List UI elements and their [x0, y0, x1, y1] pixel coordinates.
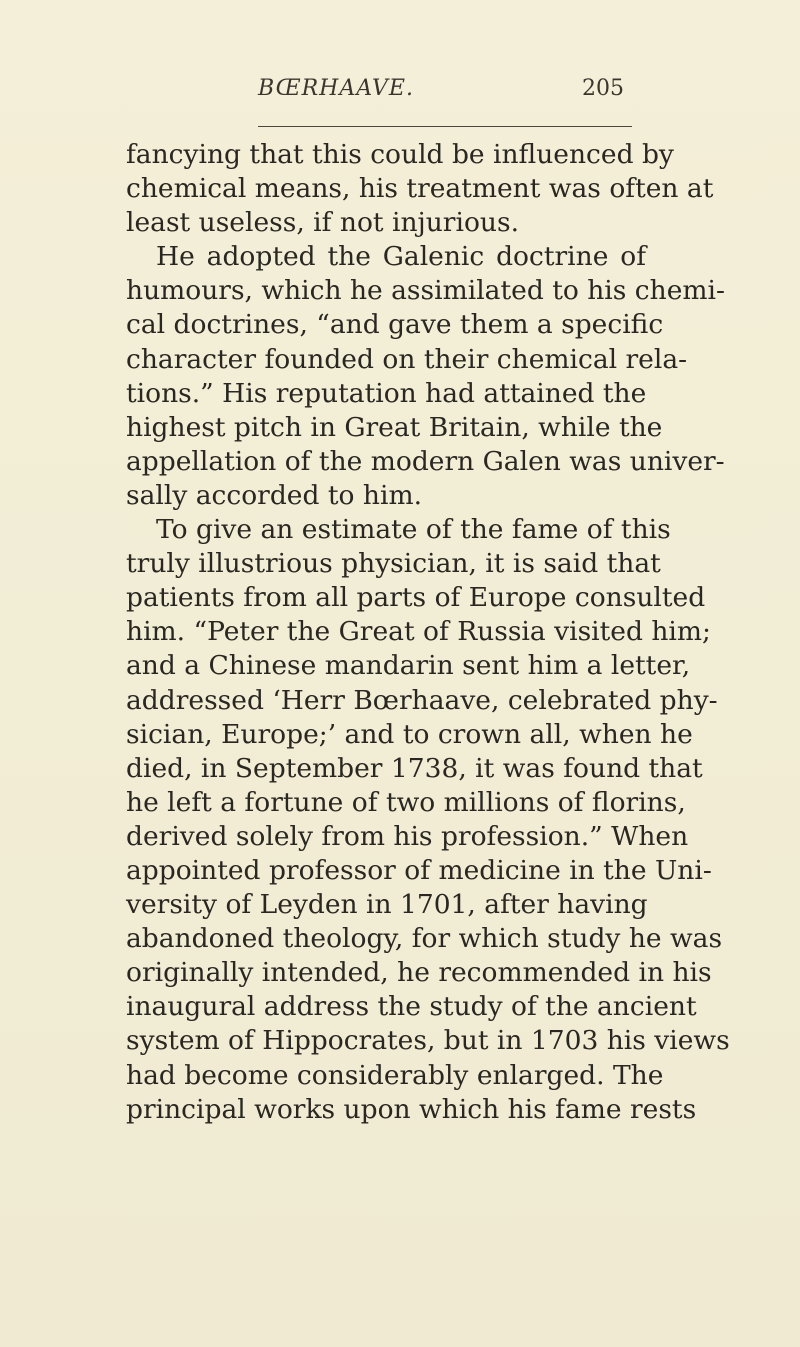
body-text — [126, 138, 730, 1127]
text-line: sician, Europe;’ and to crown all, when he — [126, 718, 693, 750]
text-line: truly illustrious physician, it is said that — [126, 548, 661, 580]
text-line: cal doctrines, “and gave them a specific — [126, 309, 664, 341]
text-line: He adopted the Galenic doctrine of — [156, 241, 646, 273]
text-line: highest pitch in Great Britain, while the — [126, 411, 663, 443]
text-line: humours, which he assimilated to his chemi- — [126, 275, 725, 307]
text-line: had become considerably enlarged. The — [126, 1059, 664, 1091]
text-line: originally intended, he recommended in his — [126, 957, 712, 989]
text-line: versity of Leyden in 1701, after having — [126, 889, 648, 921]
text-line: appointed professor of medicine in the Uni- — [126, 854, 712, 886]
text-line: patients from all parts of Europe consulted — [126, 582, 706, 614]
text-line: chemical means, his treatment was often at — [126, 173, 714, 205]
text-line: appellation of the modern Galen was univer- — [126, 445, 725, 477]
text-line: character founded on their chemical rela- — [126, 343, 688, 375]
text-line: To give an estimate of the fame of this — [156, 514, 671, 546]
text-line: inaugural address the study of the ancient — [126, 991, 697, 1023]
text-line: system of Hippocrates, but in 1703 his views — [126, 1025, 730, 1057]
text-line: died, in September 1738, it was found that — [126, 752, 703, 784]
page-number: 205 — [582, 76, 624, 101]
text-line: tions.” His reputation had attained the — [126, 377, 647, 409]
text-line: sally accorded to him. — [126, 479, 423, 511]
text-line: abandoned theology, for which study he was — [126, 923, 723, 955]
text-line: addressed ‘Herr Bœrhaave, celebrated phy- — [126, 684, 718, 716]
text-line: principal works upon which his fame rests — [126, 1093, 697, 1125]
text-line: him. “Peter the Great of Russia visited him; — [126, 616, 711, 648]
text-line: he left a fortune of two millions of florins, — [126, 786, 686, 818]
header-rule — [258, 126, 632, 127]
text-line: least useless, if not injurious. — [126, 207, 519, 239]
text-line: derived solely from his profession.” When — [126, 820, 689, 852]
running-title: BŒRHAAVE. — [258, 76, 414, 101]
text-line: and a Chinese mandarin sent him a letter, — [126, 650, 691, 682]
text-line: fancying that this could be influenced by — [126, 139, 674, 170]
